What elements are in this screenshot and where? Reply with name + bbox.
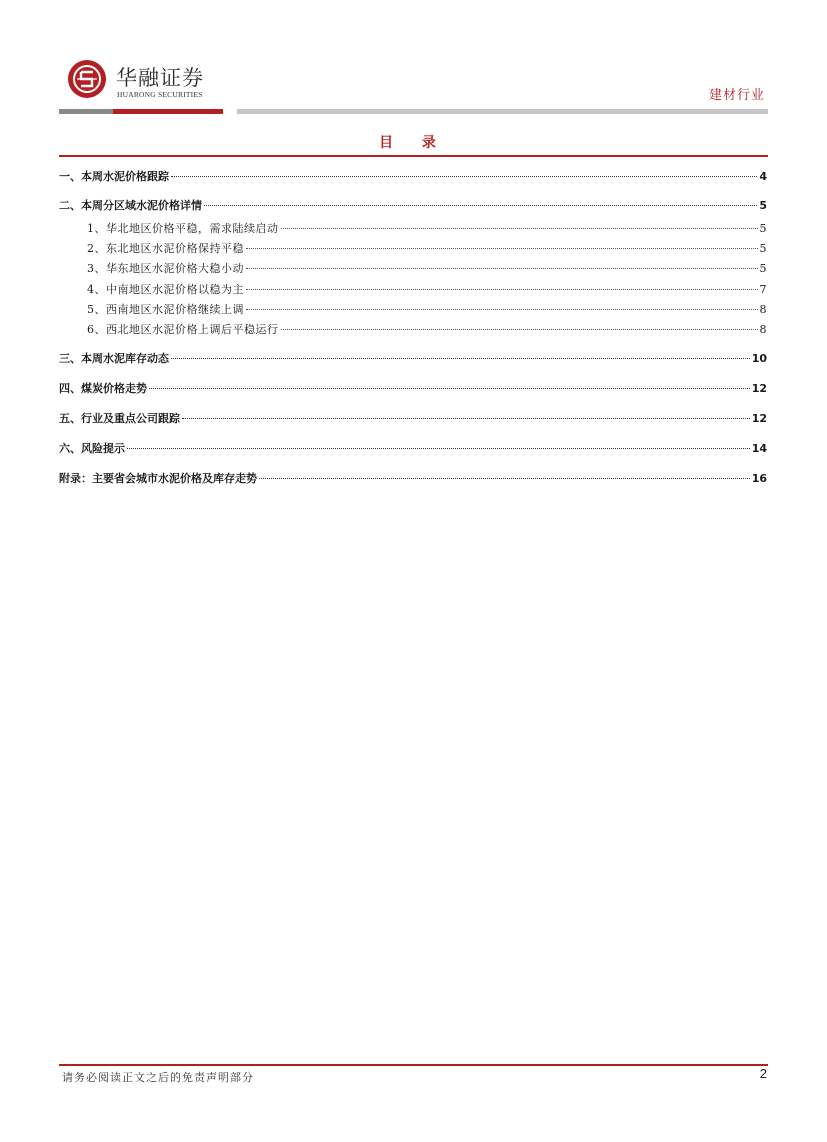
toc-entry-title: 1、华北地区价格平稳，需求陆续启动: [87, 222, 279, 235]
toc-leader-dots: [259, 478, 750, 479]
toc-entry-title: 四、煤炭价格走势: [59, 382, 147, 395]
toc-entry-title: 6、西北地区水泥价格上调后平稳运行: [87, 323, 279, 336]
toc-entry[interactable]: [59, 242, 767, 256]
toc-entry[interactable]: [59, 472, 767, 486]
toc-entry[interactable]: [59, 323, 767, 337]
toc-leader-dots: [171, 358, 750, 359]
footer-disclaimer: 请务必阅读正文之后的免责声明部分: [62, 1071, 254, 1084]
toc-leader-dots: [149, 388, 750, 389]
huarong-logo-icon: [68, 60, 106, 98]
toc-entry[interactable]: [59, 283, 767, 297]
toc-entry-page: 5: [759, 262, 767, 275]
toc-leader-dots: [182, 418, 750, 419]
toc-entry-title: 附录：主要省会城市水泥价格及库存走势: [59, 472, 257, 485]
toc-entry-title: 2、东北地区水泥价格保持平稳: [87, 242, 244, 255]
toc-entry-title: 三、本周水泥库存动态: [59, 352, 169, 365]
toc-entry-page: 12: [751, 412, 767, 425]
toc-leader-dots: [281, 329, 758, 330]
toc-entry-page: 5: [759, 242, 767, 255]
logo-chinese-name: 华融证券: [116, 66, 204, 90]
header-bar-light: [237, 109, 768, 114]
toc-entry[interactable]: [59, 222, 767, 236]
toc-leader-dots: [246, 248, 758, 249]
toc-leader-dots: [246, 268, 758, 269]
header-bar-gray: [59, 109, 113, 114]
toc-entry-page: 7: [759, 283, 767, 296]
toc-leader-dots: [281, 228, 758, 229]
toc-entry-page: 12: [751, 382, 767, 395]
toc-leader-dots: [246, 309, 758, 310]
toc-entry[interactable]: [59, 170, 767, 184]
toc-entry-title: 3、华东地区水泥价格大稳小动: [87, 262, 244, 275]
toc-divider: [59, 155, 768, 157]
toc-entry-page: 8: [759, 323, 767, 336]
footer-divider: [59, 1064, 768, 1066]
toc-entry-page: 14: [751, 442, 767, 455]
toc-title: 目 录: [379, 135, 448, 151]
toc-entry-title: 一、本周水泥价格跟踪: [59, 170, 169, 183]
industry-label: 建材行业: [708, 88, 765, 103]
toc-entry[interactable]: [59, 442, 767, 456]
toc-entry-page: 8: [759, 303, 767, 316]
toc-entry-title: 4、中南地区水泥价格以稳为主: [87, 283, 244, 296]
company-logo: [68, 60, 228, 104]
toc-entry[interactable]: [59, 352, 767, 366]
page-number: 2: [759, 1066, 767, 1081]
toc-leader-dots: [127, 448, 750, 449]
toc-entry[interactable]: [59, 412, 767, 426]
toc-entry-title: 二、本周分区域水泥价格详情: [59, 199, 202, 212]
toc-entry[interactable]: [59, 199, 767, 213]
toc-leader-dots: [246, 289, 758, 290]
toc-entry-title: 六、风险提示: [59, 442, 125, 455]
toc-leader-dots: [204, 205, 757, 206]
toc-entry-title: 五、行业及重点公司跟踪: [59, 412, 180, 425]
toc-entry-page: 16: [751, 472, 767, 485]
toc-entry[interactable]: [59, 262, 767, 276]
logo-english-name: HUARONG SECURITIES: [117, 90, 203, 99]
toc-leader-dots: [171, 176, 757, 177]
toc-entry[interactable]: [59, 303, 767, 317]
header-bar-red: [113, 109, 223, 114]
toc-entry-page: 5: [759, 222, 767, 235]
toc-entry[interactable]: [59, 382, 767, 396]
toc-entry-page: 5: [759, 199, 767, 212]
toc-entry-page: 10: [751, 352, 767, 365]
toc-entry-page: 4: [759, 170, 767, 183]
toc-entry-title: 5、西南地区水泥价格继续上调: [87, 303, 244, 316]
